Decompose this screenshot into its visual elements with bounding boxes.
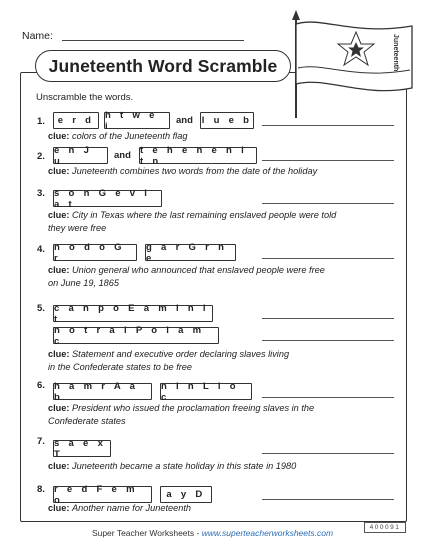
scrambled-word: n o t r a i P o l a m c (53, 327, 219, 344)
name-field-row (22, 30, 244, 42)
question-number: 2. (37, 151, 45, 162)
clue-text: clue: City in Texas where the last remaining enslaved people were told they were free (48, 210, 337, 233)
worksheet-title: Juneteenth Word Scramble (35, 50, 291, 82)
name-label: Name: (22, 30, 53, 42)
scrambled-word: n o d o G r (53, 244, 137, 261)
and-connector: and (176, 115, 193, 126)
scrambled-word: n i n L l o c (160, 383, 252, 400)
clue-text: clue: Juneteenth combines two words from the date of the holiday (48, 166, 318, 176)
scrambled-word: e r d (53, 112, 99, 129)
scrambled-word: a y D (160, 486, 212, 503)
scrambled-word: g a r G r n e (145, 244, 236, 261)
answer-line[interactable] (262, 453, 394, 454)
question-number: 6. (37, 380, 45, 391)
clue-text: clue: President who issued the proclamation freeing slaves in the Confederate states (48, 403, 315, 426)
answer-line[interactable] (262, 125, 394, 126)
footer-brand: Super Teacher Worksheets - (91, 528, 202, 538)
scrambled-word: h a m r A a b (53, 383, 152, 400)
scrambled-word: e n J u (53, 147, 108, 164)
scrambled-word: s a e x T (53, 440, 111, 457)
clue-text: clue: Union general who announced that enslaved people were free on June 19, 1865 (48, 265, 325, 288)
footer (0, 528, 425, 538)
answer-line[interactable] (262, 258, 394, 259)
flag-icon (282, 10, 417, 118)
name-input-line[interactable] (62, 30, 244, 41)
juneteenth-flag-illustration (282, 10, 417, 118)
answer-line[interactable] (262, 318, 394, 319)
answer-line[interactable] (262, 203, 394, 204)
answer-line[interactable] (262, 340, 394, 341)
question-number: 1. (37, 116, 45, 127)
answer-line[interactable] (262, 397, 394, 398)
question-number: 5. (37, 303, 45, 314)
clue-text: clue: Another name for Juneteenth (48, 503, 192, 513)
scrambled-word: t e h e n e n i t n (139, 147, 257, 164)
worksheet-code: 400091 (364, 522, 406, 533)
scrambled-word: h t w e i (104, 112, 170, 129)
answer-line[interactable] (262, 499, 394, 500)
scrambled-word: l u e b (200, 112, 254, 129)
instructions: Unscramble the words. (36, 92, 134, 103)
scrambled-word: c a n p o E a m i n i t (53, 305, 213, 322)
footer-link[interactable]: www.superteacherworksheets.com (201, 528, 334, 538)
scrambled-word: r e d F e m o (53, 486, 152, 503)
question-number: 8. (37, 484, 45, 495)
clue-text: clue: colors of the Juneteenth flag (48, 131, 188, 141)
clue-text: clue: Juneteenth became a state holiday in this state in 1980 (48, 461, 297, 471)
and-connector: and (114, 150, 131, 161)
clue-text: clue: Statement and executive order declaring slaves living in the Confederate states to be free (48, 349, 290, 372)
question-number: 7. (37, 436, 45, 447)
question-number: 4. (37, 244, 45, 255)
answer-line[interactable] (262, 160, 394, 161)
scrambled-word: s o n G e v l a t (53, 190, 162, 207)
flag-banner-text: Juneteenth (392, 34, 399, 72)
question-number: 3. (37, 188, 45, 199)
